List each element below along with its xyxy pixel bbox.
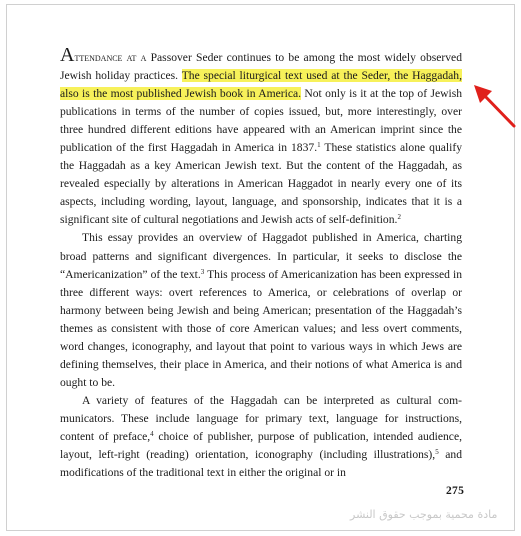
footnote-ref-4[interactable]: 4: [150, 429, 154, 438]
paragraph-1-text-a: Passover Seder continues to be among the most widely observed Jewish holiday practices.: [60, 51, 462, 83]
paragraph-2-text-a: This essay provides an overview of Haggadot published in America, charting broad patterns and significant divergences. In particular, it seeks to disclose the “Americanization” of the text.: [60, 231, 462, 281]
drop-cap: A: [60, 44, 75, 66]
footnote-ref-5[interactable]: 5: [435, 448, 439, 457]
page-number: 275: [446, 485, 465, 497]
paragraph-2: [60, 229, 462, 391]
paragraph-1-text-b: Not only is it at the top of Jewish publications in terms of the number of copies issued, but, more interestingly, over three hundred different editions have appeared with an American imprint since the publication of the first Haggadah in America in 1837.: [60, 87, 463, 155]
footnote-ref-2[interactable]: 2: [397, 213, 401, 222]
highlighted-sentence[interactable]: The special liturgical text used at the Seder, the Haggadah, also is the most published Jewish book in America.: [60, 69, 462, 101]
footnote-ref-3[interactable]: 3: [200, 267, 205, 276]
body-text: [60, 44, 463, 482]
paragraph-3-text-a: A variety of features of the Haggadah can be interpreted as cultural communicators. These include language for primary text, language for instructions, content of preface,: [60, 393, 462, 443]
paragraph-3-text-b: choice of publisher, purpose of publication, intended audience, layout, left-right (reading) orientation, iconography (including illustrations),: [60, 429, 462, 462]
footnote-ref-1[interactable]: 1: [317, 141, 321, 150]
red-arrow-icon: [470, 80, 520, 132]
paragraph-3: [60, 392, 462, 482]
copyright-watermark: مادة محمية بموجب حقوق النشر: [350, 508, 498, 521]
paragraph-1-text-c: These statistics alone qualify the Haggadah as a key American Jewish text. But the content of the Haggadah, as revealed especially by alterations in American Haggadot in nearly every one of its aspects, including wording, layout, language, and sponsorship, indicates that it is a significant site of cultural negotiations and Jewish acts of self-definition.: [60, 141, 462, 227]
paragraph-3-text-c: and modifications of the traditional text in either the original or in: [60, 448, 462, 480]
paragraph-1: [60, 44, 463, 229]
paragraph-2-text-b: This process of Americanization has been expressed in three different ways: overt references to America, or celebrations of overlap or harmony between being Jewish and being American; presentation of the Haggadah’s themes as consistent with those of core American values; and less overt comments, word changes, iconography, and layout that point to various ways in which Jews are defining themselves, their place in America, and their notions of what America is and ought to be.: [60, 267, 462, 389]
small-caps-opening: ttendance at a: [74, 51, 147, 64]
